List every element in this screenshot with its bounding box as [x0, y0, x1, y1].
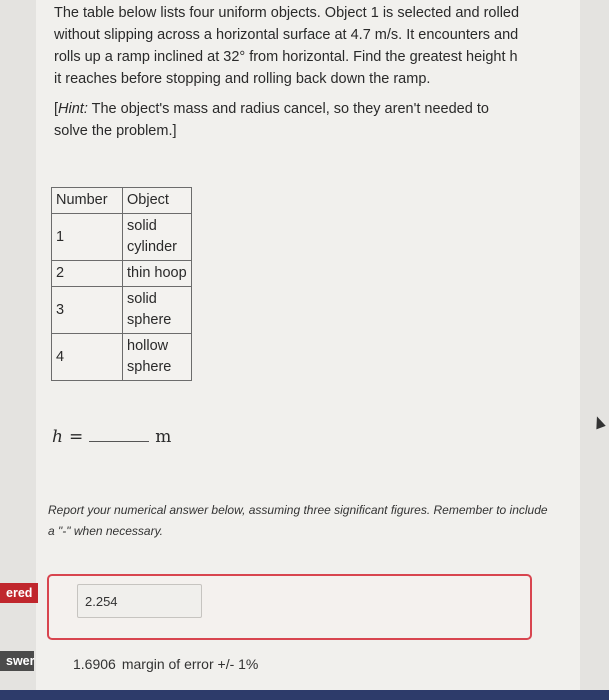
table-row — [52, 214, 192, 261]
row-object: solid cylinder — [123, 214, 192, 261]
height-variable: h — [52, 427, 63, 447]
row-number: 2 — [52, 261, 123, 287]
bottom-bar — [0, 690, 609, 700]
answer-box — [47, 574, 532, 640]
row-object: thin hoop — [123, 261, 192, 287]
header-object: Object — [123, 188, 192, 214]
answer-input[interactable] — [77, 584, 202, 618]
row-object: hollow sphere — [123, 334, 192, 381]
hint-text — [54, 98, 514, 142]
unit-label: m — [155, 427, 172, 447]
answered-tag: ered — [0, 583, 38, 603]
answer-blank — [89, 427, 149, 442]
answer-line — [52, 427, 171, 447]
header-number: Number — [52, 188, 123, 214]
hint-body: The object's mass and radius cancel, so they aren't needed to solve the problem.] — [54, 101, 489, 139]
table-row — [52, 261, 192, 287]
correct-value: 1.6906 — [73, 656, 116, 672]
hint-label: Hint: — [58, 101, 88, 117]
margin-of-error: margin of error +/- 1% — [121, 656, 259, 672]
row-number: 4 — [52, 334, 123, 381]
table-row — [52, 334, 192, 381]
table-row — [52, 287, 192, 334]
row-number: 3 — [52, 287, 123, 334]
equals-sign: = — [68, 427, 84, 447]
row-number: 1 — [52, 214, 123, 261]
mouse-cursor-icon — [592, 415, 606, 430]
instructions-text: Report your numerical answer below, assuming three significant figures. Remember to include a "-" when necessary. — [48, 503, 548, 538]
correct-answer — [73, 656, 258, 672]
answer-tag: swer — [0, 651, 34, 671]
objects-table — [51, 187, 192, 381]
hint-open-bracket: [ — [54, 101, 59, 117]
table-header-row — [52, 188, 192, 214]
problem-text: The table below lists four uniform objects. Object 1 is selected and rolled without slipping across a horizontal surface at 4.7 m/s. It encounters and rolls up a ramp inclined at 32° from horizontal. Find the greatest height h it reaches before stopping and rolling back down the ramp. — [54, 5, 520, 87]
row-object: solid sphere — [123, 287, 192, 334]
